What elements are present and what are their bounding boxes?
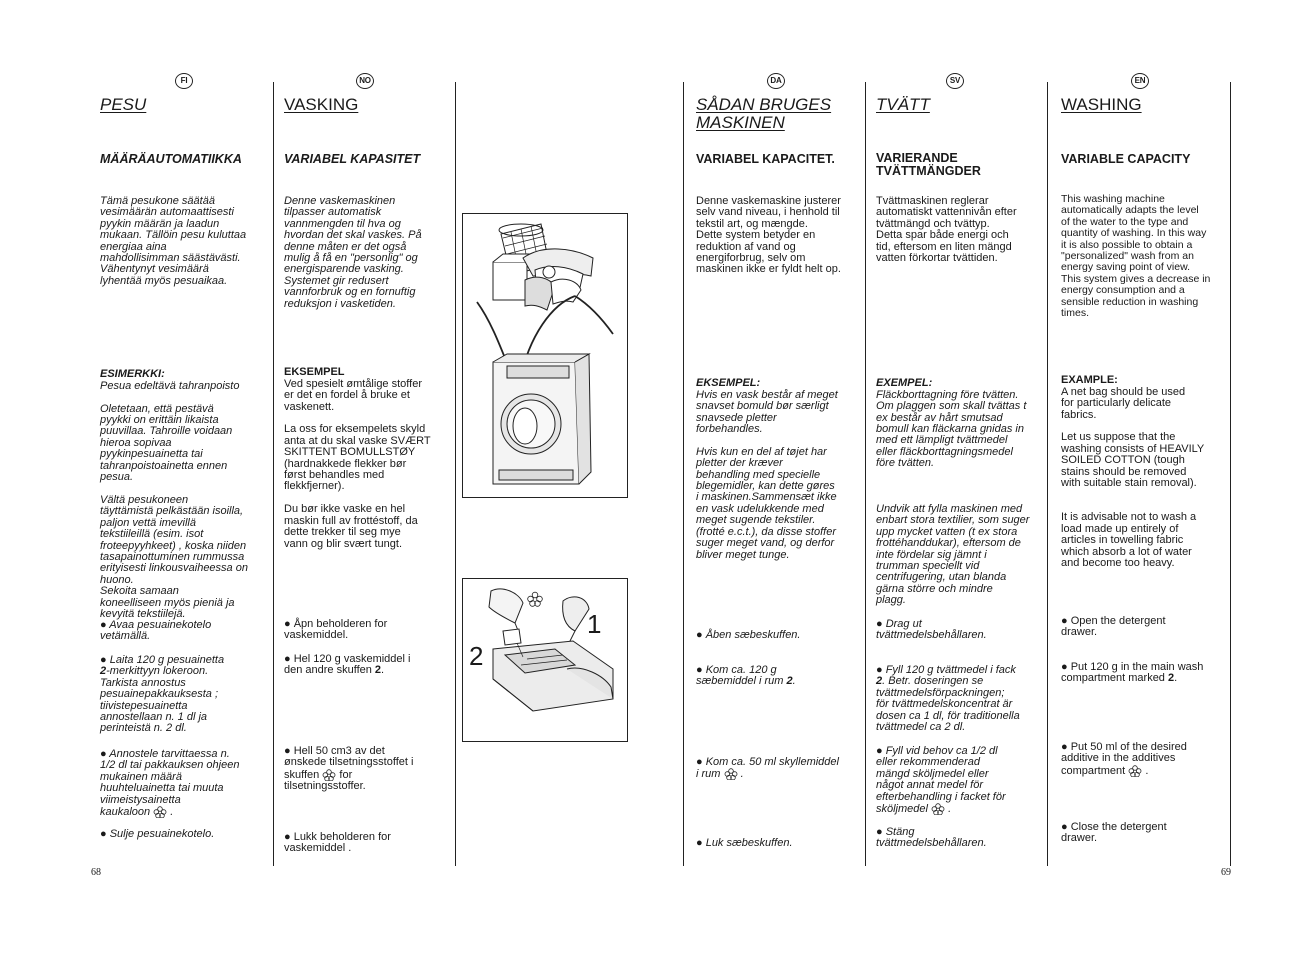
step3-fi: ● Annostele tarvittaessa n. 1/2 dl tai pakkauksen ohjeen mukainen määrä huuhteluainetta tai muuta viimeistysainetta kaukaloon .: [100, 748, 240, 818]
intro-no: Denne vaskemaskinen tilpasser automatisk vannmengden til hva og hvordan det skal vaskes. På denne måten er det også mulig å få en "personlig" og energisparende vasking. Systemet gir redusert vannforbruk og en fornuftig reduksjon i vasketiden.: [284, 195, 422, 310]
section-title-da: SÅDAN BRUGES MASKINEN: [696, 95, 832, 132]
example-da: [696, 367, 864, 572]
step4-en: ● Close the detergent drawer.: [1061, 821, 1167, 845]
step1-sv: ● Drag ut tvättmedelsbehållaren.: [876, 618, 987, 642]
step2-fi: ● Laita 120 g pesuainetta 2-merkittyyn lokeroon. Tarkista annostus pesuainepakkauksesta ; tiivistepesuainetta annostellaan n. 1 dl ja perinteistä n. 2 dl.: [100, 654, 225, 735]
column-divider: [1230, 82, 1231, 866]
step3-da: ● Kom ca. 50 ml skyllemiddel i rum .: [696, 756, 839, 781]
flower-icon: [322, 769, 336, 781]
section-title-no: VASKING: [284, 95, 359, 114]
subtitle-fi: MÄÄRÄAUTOMATIIKKA: [100, 152, 242, 166]
callout-number-1: 1: [587, 609, 602, 639]
column-divider: [273, 82, 274, 866]
language-badge-no: NO: [356, 73, 374, 89]
washing-machine-icon: [463, 214, 627, 497]
column-divider: [865, 82, 866, 866]
example-label-da: EKSEMPEL:: [696, 377, 761, 390]
column-divider: [683, 82, 684, 866]
step3-no: ● Hell 50 cm3 av det ønskede tilsetningsstoffet i skuffen for tilsetningsstoffer.: [284, 745, 414, 793]
intro-da: Denne vaskemaskine justerer selv vand niveau, i henhold til tekstil art, og mængde. Dette system betyder en reduktion af vand og energiforbrug, selv om maskinen ikke er fyldt helt op.: [696, 195, 841, 276]
intro-fi: Tämä pesukone säätää vesimäärän automaattisesti pyykin määrän ja laadun mukaan. Tällöin pesu kuluttaa energiaa aina mahdollisimman säästävästi. Vähentynyt vesimäärä lyhentää myös pesuaikaa.: [100, 195, 247, 287]
example-text-fi: Pesua edeltävä tahranpoisto Oletetaan, että pestävä pyykki on erittäin likaista puuvillaa. Tahroille voidaan hieroa sopivaa pyykinpesuainetta tai tahranpoistoainetta ennen pesua. Vältä pesukoneen täyttämistä pelkästään isoilla, paljon vettä imevillä tekstiileillä (esim. isot froteepyyhkeet) , koska niiden tasapainottuminen rummussa erityisesti linkousvaiheessa on huono. Sekoita samaan koneelliseen myös pieniä ja kevyitä tekstiilejä.: [100, 379, 248, 620]
note-sv: Undvik att fylla maskinen med enbart stora textilier, som suger upp mycket vatten (t ex stora frottéhanddukar), eftersom de inte fördelar sig jämnt i trumman speciellt vid centrifugering, utan blanda gärna större och mindre plagg.: [876, 503, 1030, 607]
example-text-en: A net bag should be used for particularly delicate fabrics. Let us suppose that the washing consists of HEAVILY SOILED COTTON (tough stains should be removed with suitable stain removal). It is advisable not to wash a load made up entirely of articles in towelling fabric which absorb a lot of water and become too heavy.: [1061, 385, 1205, 569]
example-label-fi: ESIMERKKI:: [100, 368, 165, 381]
figure-washing-machine: [462, 213, 628, 498]
step2-en: ● Put 120 g in the main wash compartment marked 2.: [1061, 661, 1204, 685]
step3-en: ● Put 50 ml of the desired additive in the additives compartment .: [1061, 741, 1187, 777]
example-label-sv: EXEMPEL:: [876, 377, 933, 390]
subtitle-en: VARIABLE CAPACITY: [1061, 152, 1191, 166]
example-no: [284, 356, 452, 561]
step4-fi: ● Sulje pesuainekotelo.: [100, 828, 215, 840]
language-badge-en: EN: [1131, 73, 1149, 89]
flower-icon: [931, 803, 945, 815]
example-text-sv: Fläckborttagning före tvätten. Om plaggen som skall tvättas t ex består av hårt smutsad bomull kan fläckarna gnidas in med ett lämpligt tvättmedel eller fläckborttagningsmedel före tvätten.: [876, 388, 1027, 470]
page-number-left: 68: [91, 867, 101, 878]
step1-fi: ● Avaa pesuainekotelo vetämällä.: [100, 619, 212, 643]
section-title-fi: PESU: [100, 95, 147, 114]
step1-no: ● Åpn beholderen for vaskemiddel.: [284, 618, 388, 642]
step2-da: ● Kom ca. 120 g sæbemiddel i rum 2.: [696, 664, 796, 688]
intro-en: This washing machine automatically adapts the level of the water to the type and quantity of washing. In this way it is also possible to obtain a "personalized" wash from an energy saving point of view. This system gives a decrease in energy consumption and a sensible reduction in washing times.: [1061, 193, 1211, 320]
flower-icon: [1128, 765, 1142, 777]
callout-number-2: 2: [469, 641, 484, 671]
step3-sv: ● Fyll vid behov ca 1/2 dl eller rekommenderad mängd sköljmedel eller något annat medel för efterbehandling i facket för sköljmedel .: [876, 745, 1006, 815]
section-title-sv: TVÄTT: [876, 95, 930, 114]
language-badge-sv: SV: [946, 73, 964, 89]
step2-no: ● Hel 120 g vaskemiddel i den andre skuffen 2.: [284, 653, 411, 677]
step2-sv: ● Fyll 120 g tvättmedel i fack 2. Betr. doseringen se tvättmedelsförpackningen; för tvättmedelskoncentrat är dosen ca 1 dl, för traditionella tvättmedel ca 2 dl.: [876, 664, 1020, 734]
language-badge-fi: FI: [175, 73, 193, 89]
step4-da: ● Luk sæbeskuffen.: [696, 837, 793, 849]
example-sv: [876, 367, 1046, 481]
subtitle-sv: VARIERANDE TVÄTTMÄNGDER: [876, 151, 981, 178]
example-text-da: Hvis en vask består af meget snavset bomuld bør særligt snavsede pletter forbehandles. Hvis kun en del af tøjet har pletter der kræver behandling med specielle blegemidler, kan dette gøres i maskinen.Sammensæt ikke en vask udelukkende med meget sugende tekstiler. (frotté e.c.t.), da disse stoffer suger meget vand, og derfor bliver meget tunge.: [696, 388, 838, 561]
example-label-no: EKSEMPEL: [284, 366, 345, 379]
step4-sv: ● Stäng tvättmedelsbehållaren.: [876, 826, 987, 850]
page-number-right: 69: [1221, 867, 1231, 878]
step4-no: ● Lukk beholderen for vaskemiddel .: [284, 831, 391, 855]
example-en: [1061, 364, 1229, 581]
column-divider: [455, 82, 456, 866]
flower-icon: [153, 806, 167, 818]
example-fi: [100, 358, 270, 632]
language-badge-da: DA: [767, 73, 785, 89]
example-label-en: EXAMPLE:: [1061, 374, 1118, 387]
column-divider: [1047, 82, 1048, 866]
detergent-drawer-icon: [463, 579, 627, 741]
subtitle-da: VARIABEL KAPACITET.: [696, 152, 835, 166]
section-title-en: WASHING: [1061, 95, 1142, 114]
flower-icon: [724, 768, 738, 780]
example-text-no: Ved spesielt ømtålige stoffer er det en fordel å bruke et vaskenett. La oss for eksempelets skyld anta at du skal vaske SVÆRT SKITTENT BOMULLSTØY (hardnakkede flekker bør først behandles med flekkfjerner). Du bør ikke vaske en hel maskin full av frottéstoff, da dette trekker til seg mye vann og blir svært tungt.: [284, 377, 431, 550]
figure-detergent-drawer: [462, 578, 628, 742]
step1-en: ● Open the detergent drawer.: [1061, 615, 1166, 639]
subtitle-no: VARIABEL KAPASITET: [284, 152, 421, 166]
intro-sv: Tvättmaskinen reglerar automatiskt vattennivån efter tvättmängd och tvättyp. Detta spar både energi och tid, eftersom en liten mängd vatten förkortar tvättiden.: [876, 195, 1017, 265]
step1-da: ● Åben sæbeskuffen.: [696, 629, 801, 641]
